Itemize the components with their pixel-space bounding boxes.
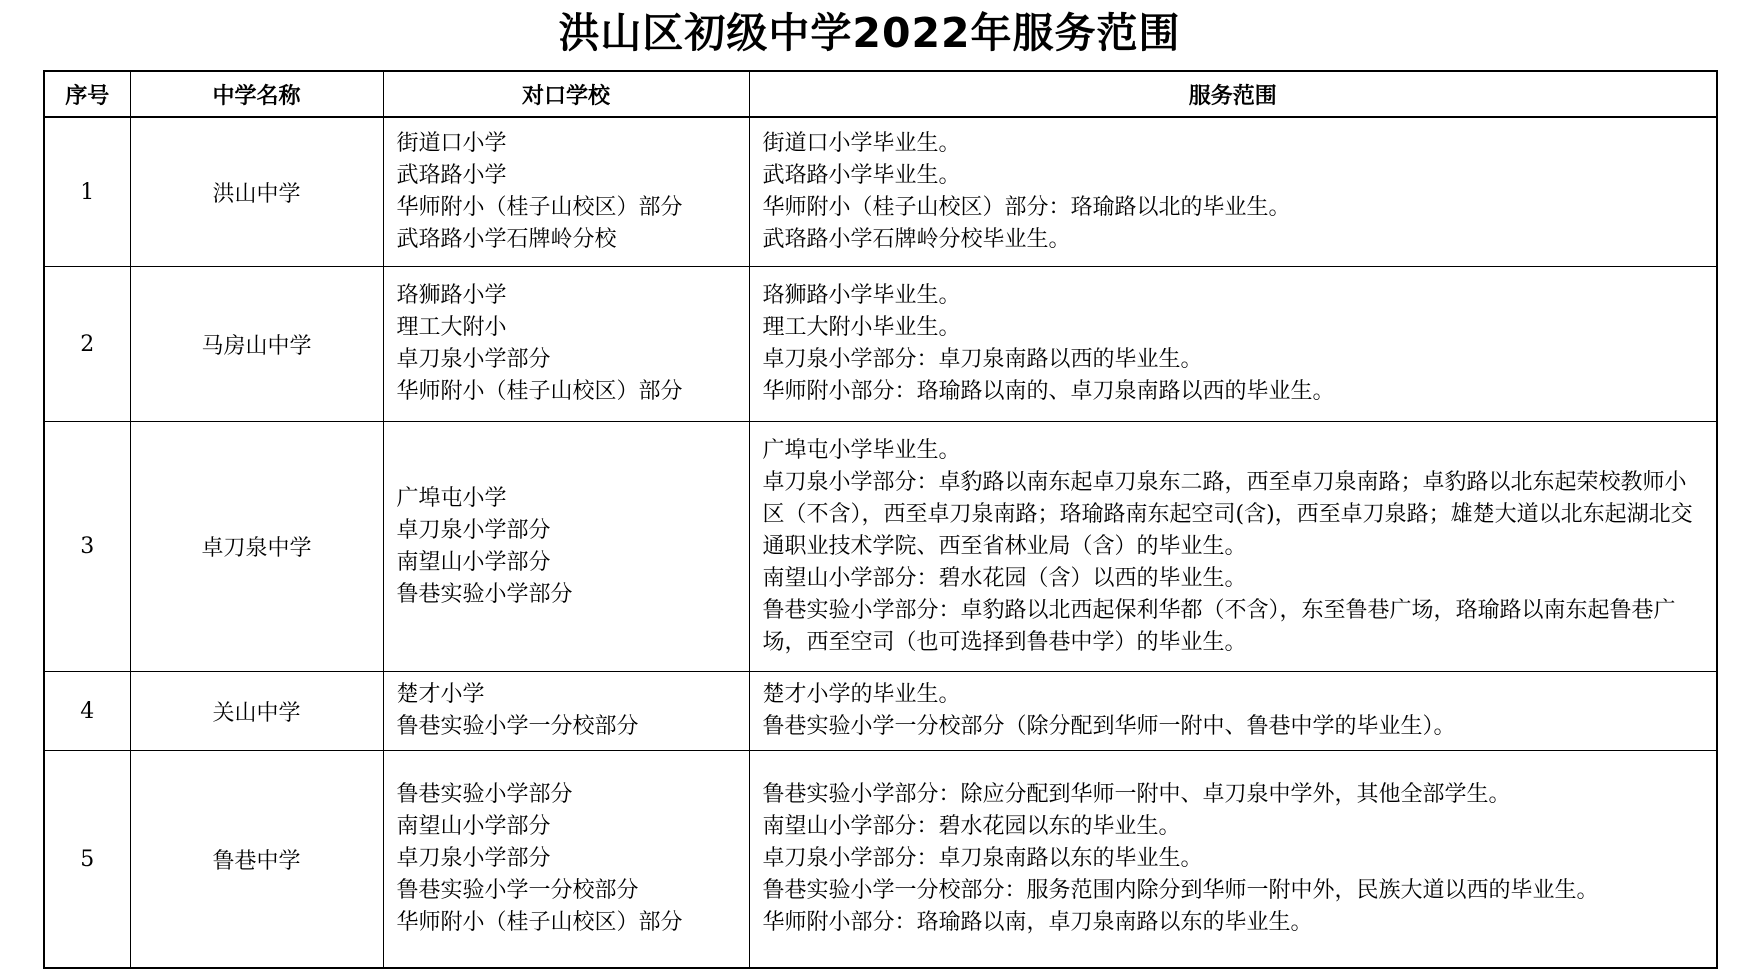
service-scope — [749, 751, 1717, 969]
page-title: 洪山区初级中学2022年服务范围 — [558, 9, 1181, 57]
school-name: 卓刀泉中学 — [130, 422, 383, 672]
school-name: 关山中学 — [130, 672, 383, 751]
scope-item: 卓刀泉小学部分：卓豹路以南东起卓刀泉东二路，西至卓刀泉南路；卓豹路以北东起荣校教师小区（不含），西至卓刀泉南路；珞瑜路南东起空司(含)，西至卓刀泉路；雄楚大道以北东起湖北交通职业技术学院、西至省林业局（含）的毕业生。 — [762, 469, 1693, 559]
service-scope — [749, 117, 1717, 267]
scope-item: 鲁巷实验小学部分：卓豹路以北西起保利华都（不含），东至鲁巷广场，珞瑜路以南东起鲁巷广场，西至空司（也可选择到鲁巷中学）的毕业生。 — [762, 597, 1676, 655]
scope-item: 鲁巷实验小学一分校部分：服务范围内除分到华师一附中外，民族大道以西的毕业生。 — [762, 878, 1599, 903]
matched-school: 街道口小学 — [396, 131, 507, 156]
matched-school: 鲁巷实验小学一分校部分 — [396, 878, 639, 903]
table-row — [44, 751, 1717, 969]
header-schools: 对口学校 — [383, 71, 749, 117]
scope-item: 鲁巷实验小学一分校部分（除分配到华师一附中、鲁巷中学的毕业生）。 — [762, 714, 1456, 739]
matched-schools — [383, 751, 749, 969]
matched-schools — [383, 267, 749, 422]
matched-school: 武珞路小学石牌岭分校 — [396, 227, 617, 252]
row-num: 5 — [44, 751, 130, 969]
header-num: 序号 — [44, 71, 130, 117]
scope-item: 街道口小学毕业生。 — [762, 131, 961, 156]
table-row — [44, 672, 1717, 751]
matched-school: 华师附小（桂子山校区）部分 — [396, 195, 683, 220]
header-scope: 服务范围 — [749, 71, 1717, 117]
matched-school: 卓刀泉小学部分 — [396, 517, 551, 543]
scope-item: 南望山小学部分：碧水花园（含）以西的毕业生。 — [762, 565, 1247, 591]
matched-school: 广埠屯小学 — [396, 485, 507, 511]
scope-item: 卓刀泉小学部分：卓刀泉南路以东的毕业生。 — [762, 846, 1203, 871]
scope-item: 华师附小（桂子山校区）部分：珞瑜路以北的毕业生。 — [762, 195, 1291, 220]
school-name: 洪山中学 — [130, 117, 383, 267]
matched-school: 楚才小学 — [396, 682, 485, 707]
scope-item: 华师附小部分：珞瑜路以南，卓刀泉南路以东的毕业生。 — [762, 910, 1313, 935]
matched-school: 卓刀泉小学部分 — [396, 347, 551, 372]
scope-item: 楚才小学的毕业生。 — [762, 682, 961, 707]
table-row — [44, 117, 1717, 267]
matched-schools — [383, 117, 749, 267]
scope-item: 武珞路小学石牌岭分校毕业生。 — [762, 227, 1071, 252]
matched-school: 武珞路小学 — [396, 163, 507, 188]
matched-school: 南望山小学部分 — [396, 549, 551, 575]
scope-item: 华师附小部分：珞瑜路以南的、卓刀泉南路以西的毕业生。 — [762, 379, 1335, 404]
table-row — [44, 422, 1717, 672]
row-num: 3 — [44, 422, 130, 672]
matched-schools — [383, 422, 749, 672]
scope-item: 鲁巷实验小学部分：除应分配到华师一附中、卓刀泉中学外，其他全部学生。 — [762, 782, 1511, 807]
matched-school: 鲁巷实验小学部分 — [396, 581, 573, 607]
matched-school: 华师附小（桂子山校区）部分 — [396, 910, 683, 935]
matched-school: 华师附小（桂子山校区）部分 — [396, 379, 683, 404]
row-num: 1 — [44, 117, 130, 267]
scope-item: 珞狮路小学毕业生。 — [762, 283, 961, 308]
matched-school: 卓刀泉小学部分 — [396, 846, 551, 871]
header-name: 中学名称 — [130, 71, 383, 117]
header-row — [44, 71, 1717, 117]
school-name: 鲁巷中学 — [130, 751, 383, 969]
matched-school: 理工大附小 — [396, 315, 507, 340]
scope-item: 理工大附小毕业生。 — [762, 315, 961, 340]
matched-school: 鲁巷实验小学部分 — [396, 782, 573, 807]
table-row — [44, 267, 1717, 422]
scope-item: 武珞路小学毕业生。 — [762, 163, 961, 188]
row-num: 2 — [44, 267, 130, 422]
service-scope — [749, 267, 1717, 422]
service-scope — [749, 672, 1717, 751]
matched-school: 鲁巷实验小学一分校部分 — [396, 714, 639, 739]
matched-school: 珞狮路小学 — [396, 283, 507, 308]
matched-schools — [383, 672, 749, 751]
scope-item: 南望山小学部分：碧水花园以东的毕业生。 — [762, 814, 1181, 839]
service-table — [43, 70, 1718, 969]
row-num: 4 — [44, 672, 130, 751]
school-name: 马房山中学 — [130, 267, 383, 422]
service-scope — [749, 422, 1717, 672]
scope-item: 广埠屯小学毕业生。 — [762, 437, 961, 463]
matched-school: 南望山小学部分 — [396, 814, 551, 839]
scope-item: 卓刀泉小学部分：卓刀泉南路以西的毕业生。 — [762, 347, 1203, 372]
